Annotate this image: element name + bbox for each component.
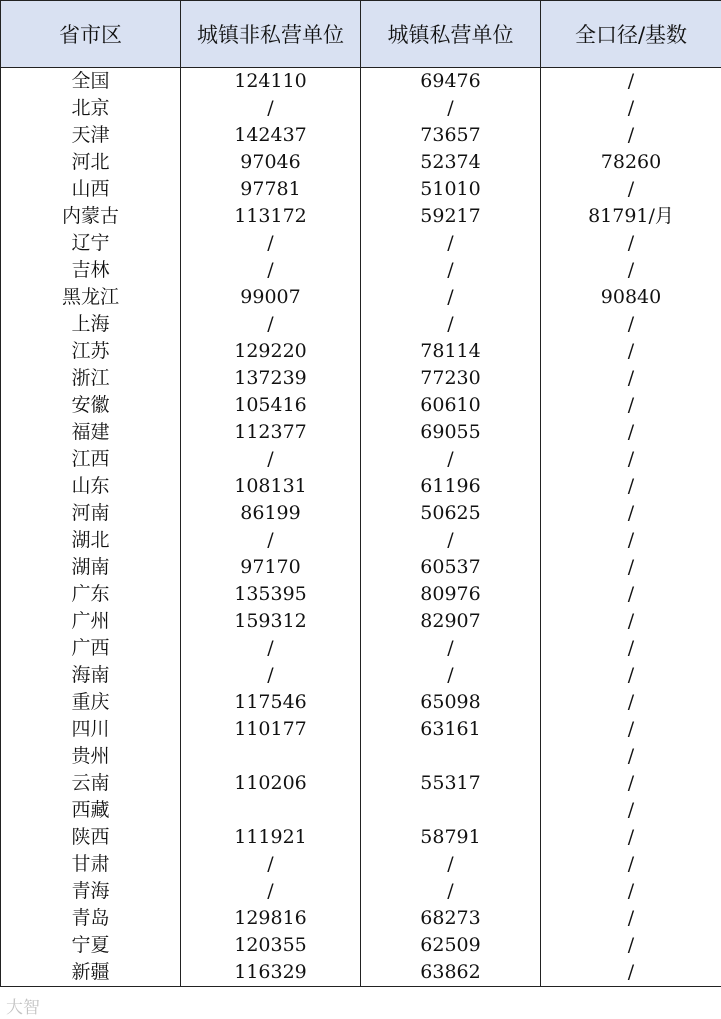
- cell-private: [361, 797, 541, 824]
- table-row: [1, 689, 721, 716]
- cell-non-private: 159312: [181, 608, 361, 635]
- cell-province: 西藏: [1, 797, 181, 824]
- cell-province: 河南: [1, 500, 181, 527]
- cell-full-caliber: /: [541, 770, 721, 797]
- cell-province: 新疆: [1, 959, 181, 987]
- table-row: [1, 311, 721, 338]
- cell-full-caliber: /: [541, 635, 721, 662]
- cell-province: 山西: [1, 176, 181, 203]
- cell-non-private: /: [181, 662, 361, 689]
- cell-private: 63161: [361, 716, 541, 743]
- cell-private: 78114: [361, 338, 541, 365]
- cell-non-private: /: [181, 95, 361, 122]
- cell-non-private: 116329: [181, 959, 361, 987]
- cell-non-private: 97781: [181, 176, 361, 203]
- cell-private: 73657: [361, 122, 541, 149]
- cell-private: 82907: [361, 608, 541, 635]
- cell-full-caliber: /: [541, 689, 721, 716]
- cell-private: [361, 743, 541, 770]
- cell-non-private: 135395: [181, 581, 361, 608]
- table-row: [1, 95, 721, 122]
- table-row: [1, 581, 721, 608]
- header-non-private-units: 城镇非私营单位: [181, 1, 361, 68]
- cell-full-caliber: /: [541, 338, 721, 365]
- table-row: [1, 635, 721, 662]
- watermark: 大智: [6, 998, 40, 1018]
- table-row: [1, 905, 721, 932]
- cell-non-private: 111921: [181, 824, 361, 851]
- table-row: [1, 176, 721, 203]
- cell-full-caliber: /: [541, 176, 721, 203]
- cell-province: 湖南: [1, 554, 181, 581]
- table-row: [1, 878, 721, 905]
- cell-non-private: 112377: [181, 419, 361, 446]
- cell-province: 内蒙古: [1, 203, 181, 230]
- cell-private: 61196: [361, 473, 541, 500]
- table-row: [1, 932, 721, 959]
- table-row: [1, 446, 721, 473]
- cell-non-private: 120355: [181, 932, 361, 959]
- cell-private: 80976: [361, 581, 541, 608]
- header-row: [1, 1, 721, 68]
- cell-full-caliber: /: [541, 905, 721, 932]
- header-full-caliber-base: 全口径/基数: [541, 1, 721, 68]
- table-row: [1, 284, 721, 311]
- cell-full-caliber: /: [541, 68, 721, 96]
- cell-province: 天津: [1, 122, 181, 149]
- cell-non-private: 137239: [181, 365, 361, 392]
- cell-non-private: [181, 797, 361, 824]
- cell-full-caliber: /: [541, 392, 721, 419]
- cell-full-caliber: 78260: [541, 149, 721, 176]
- cell-province: 广西: [1, 635, 181, 662]
- cell-full-caliber: /: [541, 311, 721, 338]
- cell-non-private: 113172: [181, 203, 361, 230]
- cell-non-private: 117546: [181, 689, 361, 716]
- header-province: 省市区: [1, 1, 181, 68]
- cell-private: 69476: [361, 68, 541, 96]
- cell-private: 55317: [361, 770, 541, 797]
- cell-non-private: 86199: [181, 500, 361, 527]
- cell-full-caliber: /: [541, 824, 721, 851]
- cell-full-caliber: /: [541, 716, 721, 743]
- cell-private: /: [361, 95, 541, 122]
- table-row: [1, 149, 721, 176]
- cell-full-caliber: /: [541, 473, 721, 500]
- cell-province: 贵州: [1, 743, 181, 770]
- table-row: [1, 662, 721, 689]
- cell-province: 海南: [1, 662, 181, 689]
- table-row: [1, 122, 721, 149]
- cell-province: 山东: [1, 473, 181, 500]
- cell-full-caliber: /: [541, 446, 721, 473]
- cell-province: 青海: [1, 878, 181, 905]
- cell-private: 65098: [361, 689, 541, 716]
- table-row: [1, 527, 721, 554]
- table-row: [1, 230, 721, 257]
- table-row: [1, 338, 721, 365]
- cell-non-private: 97046: [181, 149, 361, 176]
- cell-province: 广东: [1, 581, 181, 608]
- cell-private: 50625: [361, 500, 541, 527]
- cell-non-private: /: [181, 851, 361, 878]
- cell-province: 湖北: [1, 527, 181, 554]
- cell-non-private: 142437: [181, 122, 361, 149]
- cell-non-private: /: [181, 527, 361, 554]
- cell-non-private: 105416: [181, 392, 361, 419]
- cell-full-caliber: /: [541, 608, 721, 635]
- cell-full-caliber: /: [541, 500, 721, 527]
- cell-non-private: [181, 743, 361, 770]
- table-row: [1, 365, 721, 392]
- table-row: [1, 716, 721, 743]
- cell-private: 59217: [361, 203, 541, 230]
- cell-full-caliber: /: [541, 932, 721, 959]
- table-row: [1, 851, 721, 878]
- cell-private: 60537: [361, 554, 541, 581]
- cell-private: /: [361, 527, 541, 554]
- cell-full-caliber: /: [541, 743, 721, 770]
- cell-full-caliber: /: [541, 581, 721, 608]
- cell-province: 浙江: [1, 365, 181, 392]
- cell-non-private: /: [181, 230, 361, 257]
- cell-private: /: [361, 662, 541, 689]
- cell-private: 63862: [361, 959, 541, 987]
- cell-province: 江苏: [1, 338, 181, 365]
- cell-non-private: 129220: [181, 338, 361, 365]
- cell-province: 青岛: [1, 905, 181, 932]
- cell-private: /: [361, 446, 541, 473]
- cell-province: 重庆: [1, 689, 181, 716]
- cell-province: 上海: [1, 311, 181, 338]
- cell-full-caliber: /: [541, 95, 721, 122]
- cell-private: 52374: [361, 149, 541, 176]
- cell-full-caliber: /: [541, 122, 721, 149]
- table-body: [1, 68, 721, 987]
- cell-private: /: [361, 851, 541, 878]
- cell-province: 宁夏: [1, 932, 181, 959]
- cell-non-private: 99007: [181, 284, 361, 311]
- cell-full-caliber: /: [541, 554, 721, 581]
- cell-full-caliber: /: [541, 851, 721, 878]
- header-private-units: 城镇私营单位: [361, 1, 541, 68]
- table-row: [1, 203, 721, 230]
- table-row: [1, 392, 721, 419]
- cell-full-caliber: /: [541, 230, 721, 257]
- cell-province: 辽宁: [1, 230, 181, 257]
- cell-private: /: [361, 635, 541, 662]
- cell-private: /: [361, 878, 541, 905]
- cell-province: 云南: [1, 770, 181, 797]
- table-row: [1, 68, 721, 96]
- cell-non-private: 129816: [181, 905, 361, 932]
- cell-full-caliber: /: [541, 878, 721, 905]
- cell-private: /: [361, 257, 541, 284]
- cell-province: 北京: [1, 95, 181, 122]
- table-row: [1, 770, 721, 797]
- cell-non-private: 110206: [181, 770, 361, 797]
- cell-private: /: [361, 284, 541, 311]
- cell-full-caliber: /: [541, 365, 721, 392]
- cell-province: 江西: [1, 446, 181, 473]
- cell-province: 安徽: [1, 392, 181, 419]
- cell-private: 51010: [361, 176, 541, 203]
- cell-non-private: 110177: [181, 716, 361, 743]
- cell-province: 陕西: [1, 824, 181, 851]
- cell-private: 69055: [361, 419, 541, 446]
- table-row: [1, 743, 721, 770]
- cell-non-private: /: [181, 635, 361, 662]
- table-row: [1, 500, 721, 527]
- cell-province: 全国: [1, 68, 181, 96]
- cell-province: 福建: [1, 419, 181, 446]
- cell-private: 77230: [361, 365, 541, 392]
- table-row: [1, 608, 721, 635]
- cell-private: /: [361, 230, 541, 257]
- cell-full-caliber: /: [541, 662, 721, 689]
- cell-full-caliber: /: [541, 797, 721, 824]
- table-row: [1, 257, 721, 284]
- cell-province: 黑龙江: [1, 284, 181, 311]
- cell-non-private: /: [181, 878, 361, 905]
- cell-private: 60610: [361, 392, 541, 419]
- cell-province: 河北: [1, 149, 181, 176]
- cell-non-private: 108131: [181, 473, 361, 500]
- table-row: [1, 554, 721, 581]
- table-row: [1, 419, 721, 446]
- table-row: [1, 473, 721, 500]
- cell-non-private: 97170: [181, 554, 361, 581]
- cell-province: 甘肃: [1, 851, 181, 878]
- cell-province: 吉林: [1, 257, 181, 284]
- cell-non-private: /: [181, 257, 361, 284]
- cell-non-private: /: [181, 446, 361, 473]
- table-row: [1, 824, 721, 851]
- cell-full-caliber: 81791/月: [541, 203, 721, 230]
- cell-private: 58791: [361, 824, 541, 851]
- cell-full-caliber: /: [541, 419, 721, 446]
- cell-province: 广州: [1, 608, 181, 635]
- cell-full-caliber: 90840: [541, 284, 721, 311]
- cell-full-caliber: /: [541, 959, 721, 987]
- cell-full-caliber: /: [541, 527, 721, 554]
- cell-province: 四川: [1, 716, 181, 743]
- cell-full-caliber: /: [541, 257, 721, 284]
- cell-non-private: 124110: [181, 68, 361, 96]
- table-row: [1, 797, 721, 824]
- cell-private: 62509: [361, 932, 541, 959]
- table-row: [1, 959, 721, 987]
- cell-non-private: /: [181, 311, 361, 338]
- cell-private: 68273: [361, 905, 541, 932]
- cell-private: /: [361, 311, 541, 338]
